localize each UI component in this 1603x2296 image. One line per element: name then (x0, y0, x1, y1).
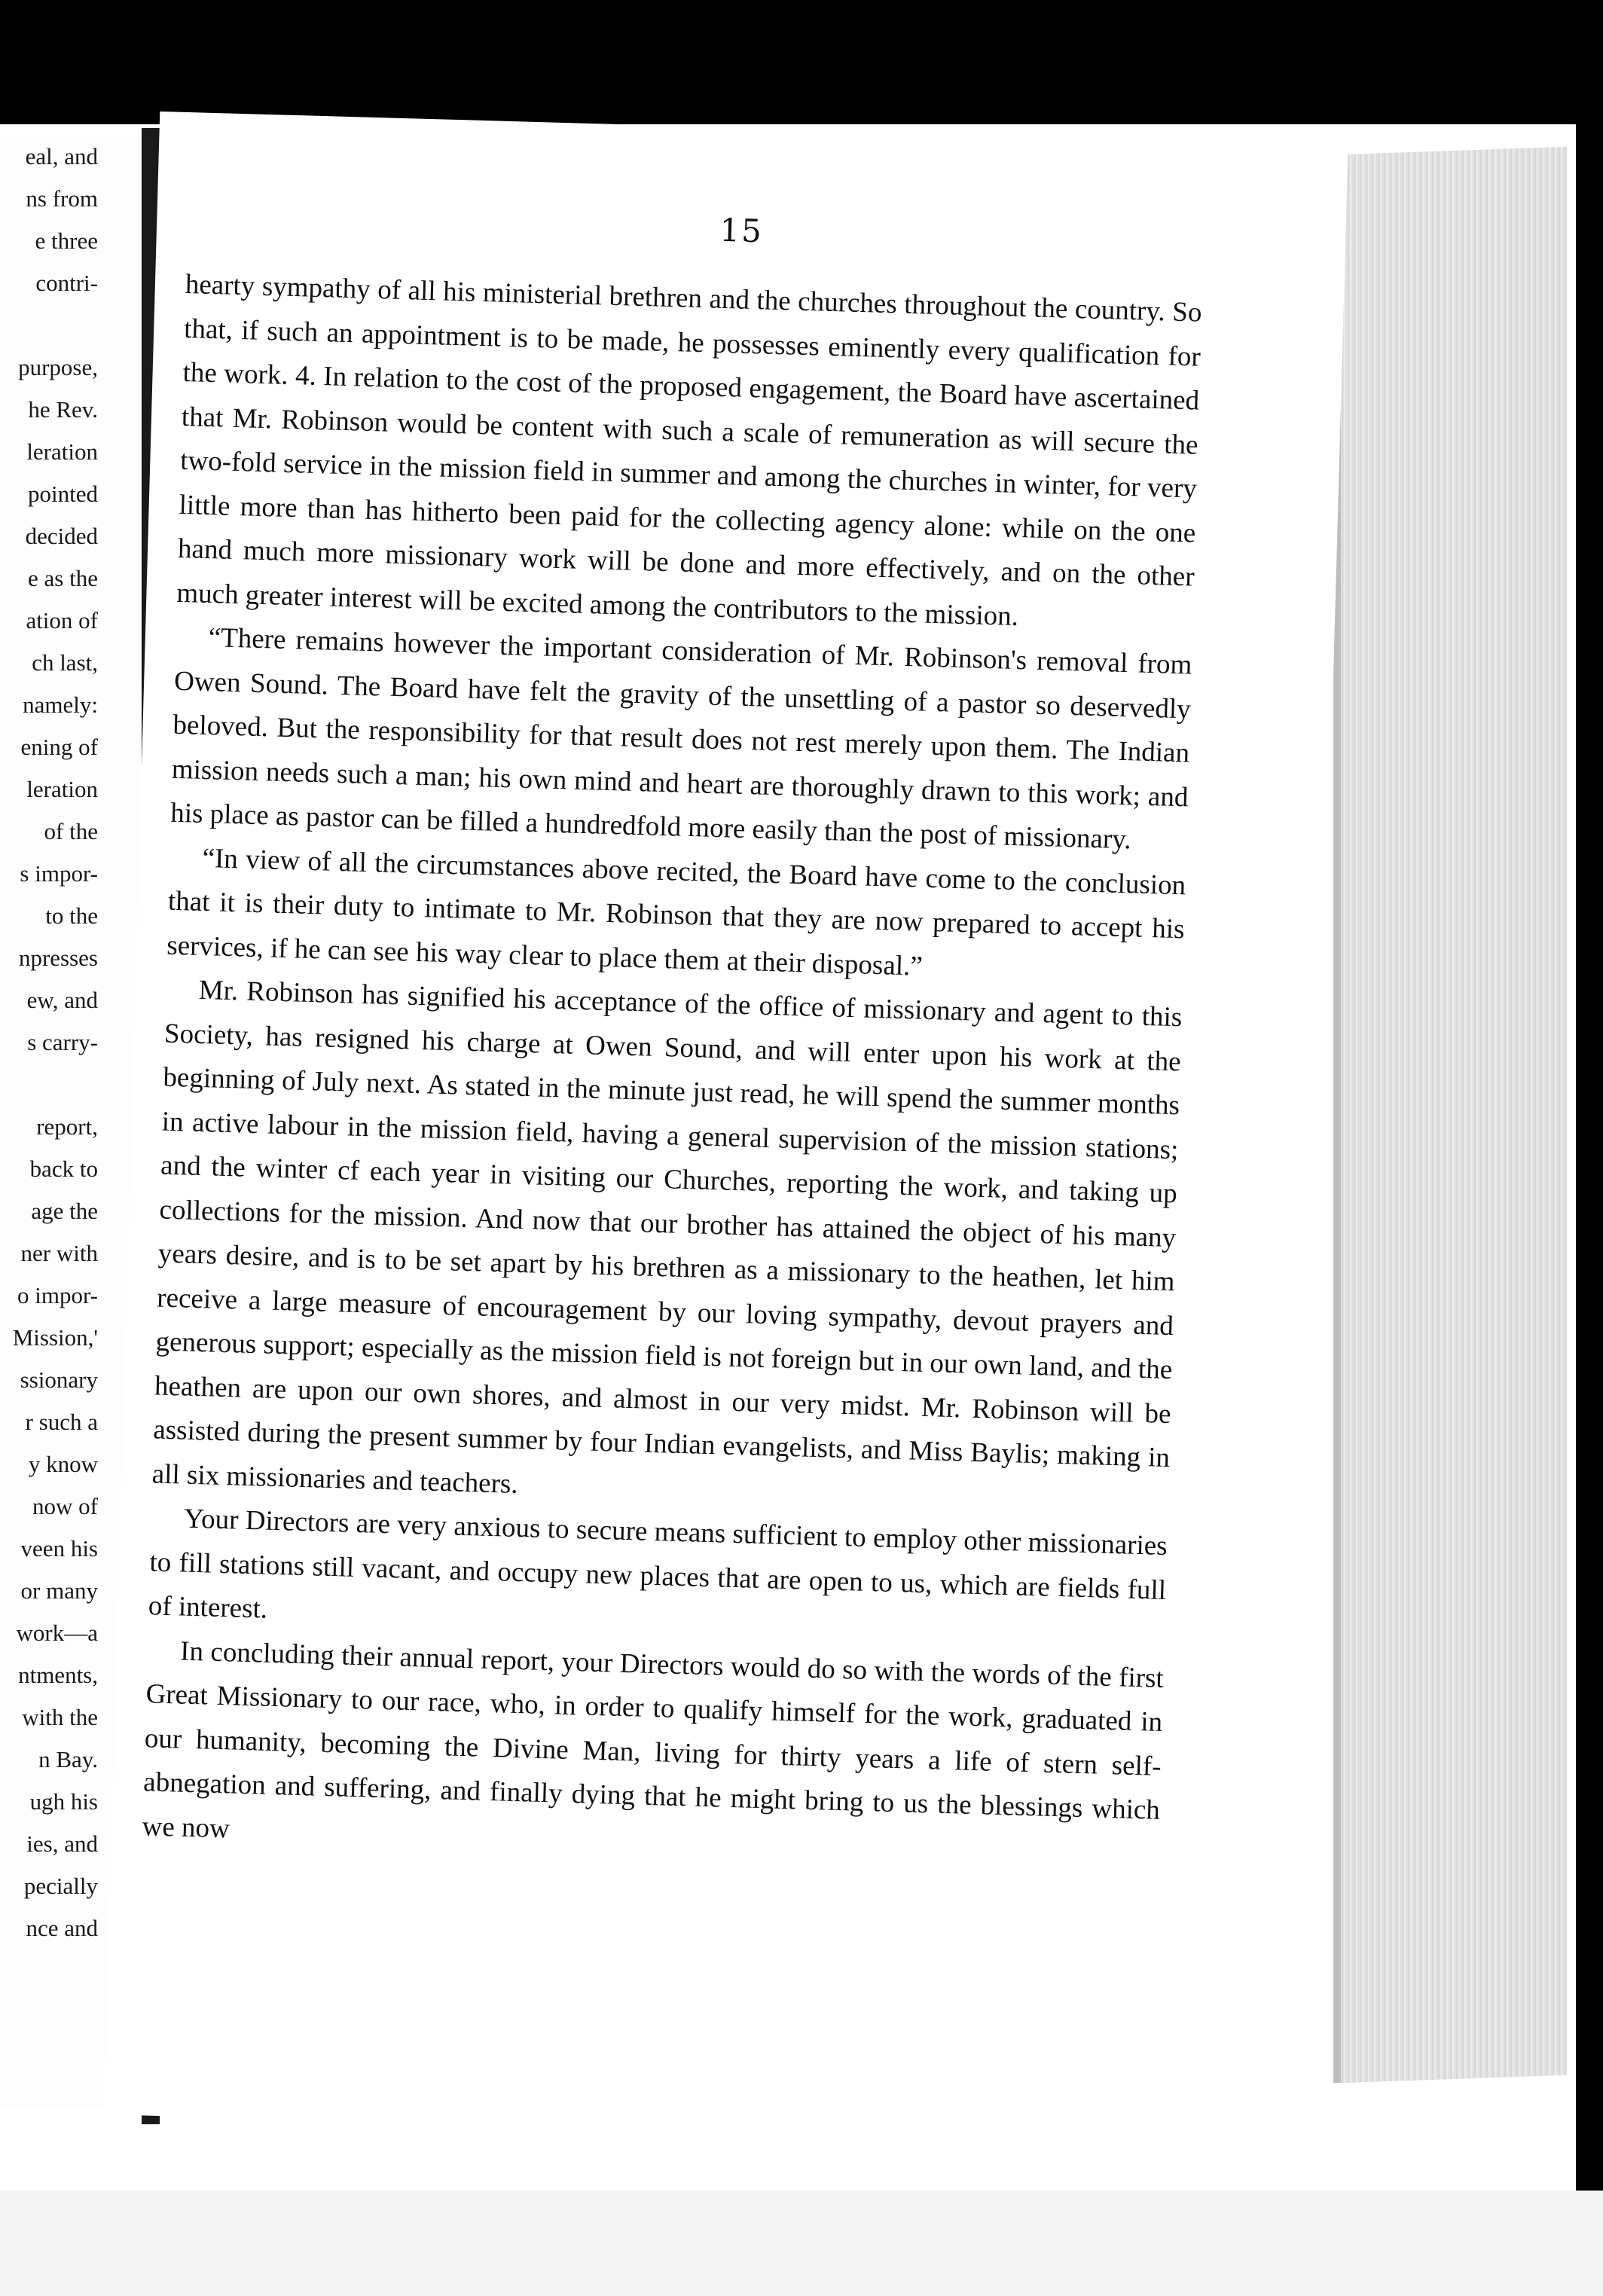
page-body-text (142, 263, 1202, 1877)
facing-page-line: report, (36, 1113, 98, 1140)
paragraph: “There remains however the important consideration of Mr. Robinson's removal from Owen Sound. The Board have felt the gravity of the unsettling of a pastor so deservedly beloved. But the responsibility for that result does not rest merely upon them. The Indian mission needs such a man; his own mind and heart are thoroughly drawn to this work; and his place as pastor can be filled a hundredfold more easily than the post of missionary. (169, 622, 1192, 856)
book-page (104, 111, 1348, 2148)
facing-page-line: namely: (23, 692, 98, 718)
facing-page-line: r such a (25, 1409, 98, 1435)
facing-page-line: age the (31, 1198, 98, 1224)
facing-page-line: ssionary (20, 1366, 98, 1393)
facing-page-line: with the (22, 1704, 98, 1730)
facing-page-line: e three (35, 227, 98, 254)
facing-page-line: ening of (20, 734, 98, 760)
facing-page-line: ch last, (32, 649, 98, 676)
facing-page-line: contri- (35, 270, 98, 296)
page-edges-stack (1341, 147, 1567, 2083)
paragraph: Your Directors are very anxious to secure means sufficient to employ other missionaries to fill stations still vacant, and occupy new places that are open to us, which are fields full of interest. (148, 1503, 1168, 1625)
facing-page-line: ner with (20, 1240, 98, 1266)
page-number: 15 (719, 211, 764, 250)
facing-page-line: of the (44, 818, 98, 844)
scan-top-border (0, 0, 1603, 124)
facing-page-line: veen his (20, 1535, 98, 1562)
facing-page-line: eal, and (25, 143, 98, 169)
paragraph: In concluding their annual report, your Directors would do so with the words of the first Great Missionary to our race, who, in order to qualify himself for the work, graduated in our humanity, becoming the Divine Man, living for thirty years a life of stern self-abnegation and suffering, and finally dying that he might bring to us the blessings which we now (142, 1635, 1165, 1844)
facing-page-line: Mission,' (12, 1324, 98, 1351)
facing-page-line: s carry- (27, 1029, 98, 1055)
facing-page-line: now of (32, 1493, 98, 1519)
facing-page-line: pointed (28, 481, 98, 507)
facing-page-line: leration (26, 438, 98, 465)
facing-page-line: nce and (26, 1915, 98, 1941)
facing-page-line: ns from (26, 185, 98, 212)
facing-page-line: pecially (23, 1873, 98, 1899)
facing-page-line: ation of (26, 607, 98, 634)
facing-page-line: e as the (28, 565, 98, 591)
facing-page-line: back to (29, 1156, 98, 1182)
facing-page-line: decided (25, 523, 98, 549)
facing-page-line: ies, and (26, 1830, 98, 1857)
paragraph: “In view of all the circumstances above recited, the Board have come to the conclusion that it is their duty to intimate to Mr. Robinson that they are now prepared to accept his services, if he can see his way clear to place them at their disposal.” (166, 842, 1186, 982)
facing-page-line: to the (45, 902, 98, 929)
paragraph: Mr. Robinson has signified his acceptance of the office of missionary and agent to this Society, has resigned his charge at Owen Sound, and will enter upon his work at the beginning of July next. As stated in the minute just read, he will spend the summer months in active labour in the mission field, having a general supervision of the mission stations; and the winter cf each year in visiting our Churches, reporting the work, and taking up collections for the mission. And now that our brother has attained the object of his many years desire, and is to be set apart by his brethren as a missionary to the heathen, let him receive a large measure of encouragement by our loving sympathy, devout prayers and generous support; especially as the mission field is not foreign but in our own land, and the heathen are upon our own shores, and almost in our very midst. Mr. Robinson will be assisted during the present summer by four Indian evangelists, and Miss Baylis; making in all six missionaries and teachers. (151, 974, 1183, 1500)
facing-page-line: ew, and (26, 987, 98, 1013)
scan-right-border (1576, 113, 1603, 2237)
facing-page-line: s impor- (20, 860, 98, 887)
facing-page-line: purpose, (18, 354, 98, 380)
scan-bottom-background (0, 2191, 1603, 2296)
facing-page-line: n Bay. (38, 1746, 98, 1772)
facing-page-line: ntments, (18, 1662, 98, 1688)
facing-page-line: he Rev. (28, 396, 98, 423)
facing-page-line: or many (20, 1577, 98, 1604)
facing-page-line: leration (26, 776, 98, 802)
paragraph: hearty sympathy of all his ministerial brethren and the churches throughout the country. So that, if such an appointment is to be made, he possesses eminently every qualification for the work. 4. In relation to the cost of the proposed engagement, the Board have ascertained that Mr. Robinson would be content with such a scale of remuneration as will secure the two-fold service in the mission field in summer and among the churches in winter, for very little more than has hitherto been paid for the collecting agency alone: while on the one hand much more missionary work will be done and more effectively, and on the other much greater interest will be excited among the contributors to the mission. (176, 269, 1202, 632)
facing-page-line: y know (28, 1451, 98, 1477)
facing-page-line: ugh his (29, 1788, 98, 1815)
facing-page-line: npresses (18, 945, 98, 971)
facing-page-line: work—a (16, 1620, 98, 1646)
facing-page-line: o impor- (17, 1282, 98, 1308)
